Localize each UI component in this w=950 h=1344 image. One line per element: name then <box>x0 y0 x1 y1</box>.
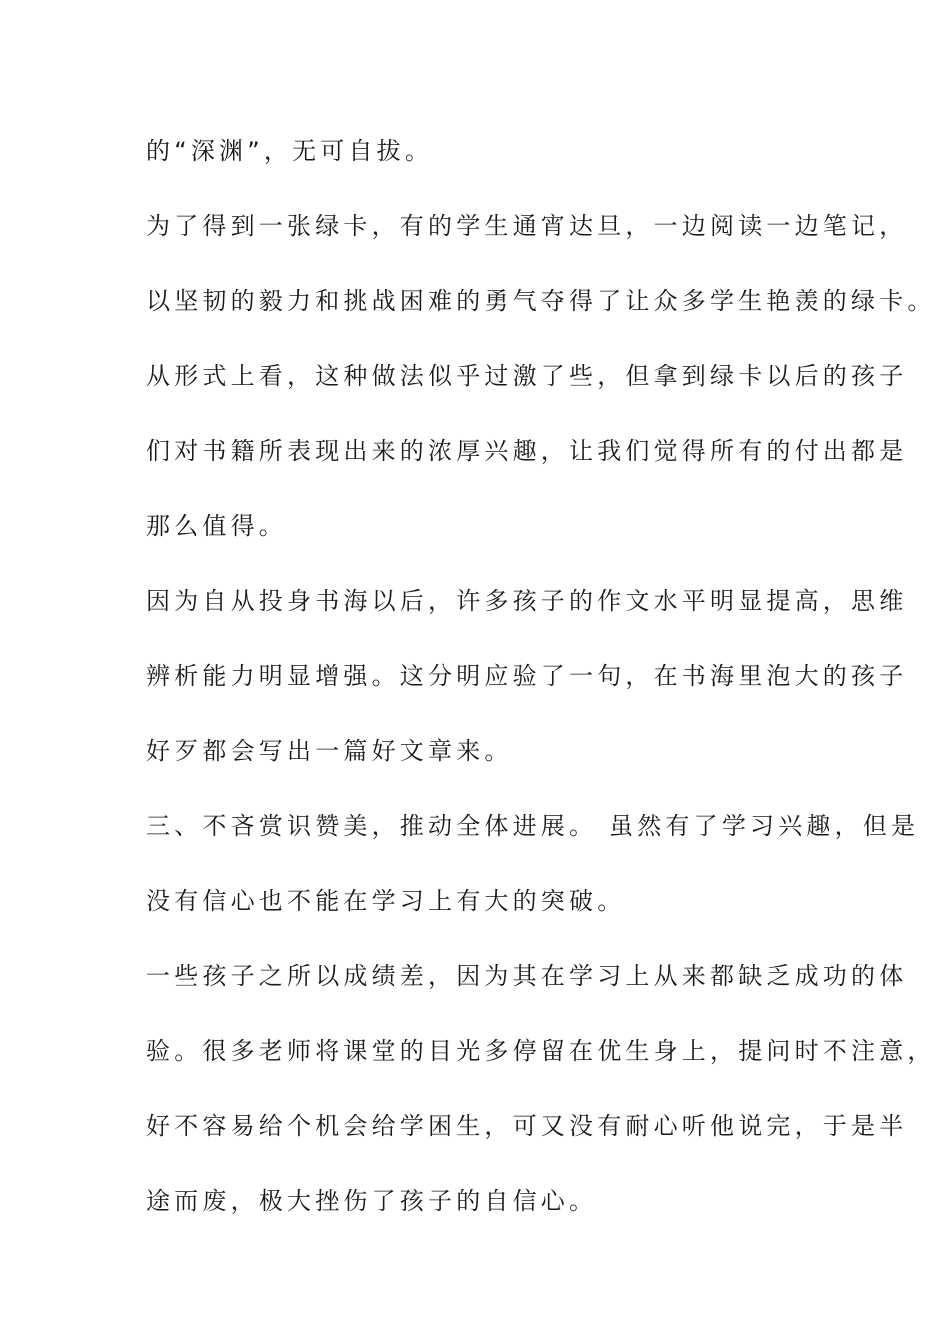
text-line: 从形式上看，这种做法似乎过激了些，但拿到绿卡以后的孩子 <box>146 362 908 390</box>
text-line: 辨析能力明显增强。这分明应验了一句，在书海里泡大的孩子 <box>146 662 908 690</box>
text-line: 的“深渊”，无可自拔。 <box>146 137 434 165</box>
text-line: 好歹都会写出一篇好文章来。 <box>146 737 513 765</box>
text-line: 途而废，极大挫伤了孩子的自信心。 <box>146 1187 598 1215</box>
text-line: 验。很多老师将课堂的目光多停留在优生身上，提问时不注意， <box>146 1037 936 1065</box>
text-line: 一些孩子之所以成绩差，因为其在学习上从来都缺乏成功的体 <box>146 962 908 990</box>
text-line: 以坚韧的毅力和挑战困难的勇气夺得了让众多学生艳羡的绿卡。 <box>146 287 936 315</box>
text-line: 因为自从投身书海以后，许多孩子的作文水平明显提高，思维 <box>146 587 908 615</box>
text-line: 没有信心也不能在学习上有大的突破。 <box>146 887 626 915</box>
text-line: 三、不吝赏识赞美，推动全体进展。 虽然有了学习兴趣，但是 <box>146 812 920 840</box>
text-line: 好不容易给个机会给学困生，可又没有耐心听他说完，于是半 <box>146 1112 908 1140</box>
text-line: 那么值得。 <box>146 512 287 540</box>
text-line: 们对书籍所表现出来的浓厚兴趣，让我们觉得所有的付出都是 <box>146 437 908 465</box>
text-line: 为了得到一张绿卡，有的学生通宵达旦，一边阅读一边笔记， <box>146 212 908 240</box>
